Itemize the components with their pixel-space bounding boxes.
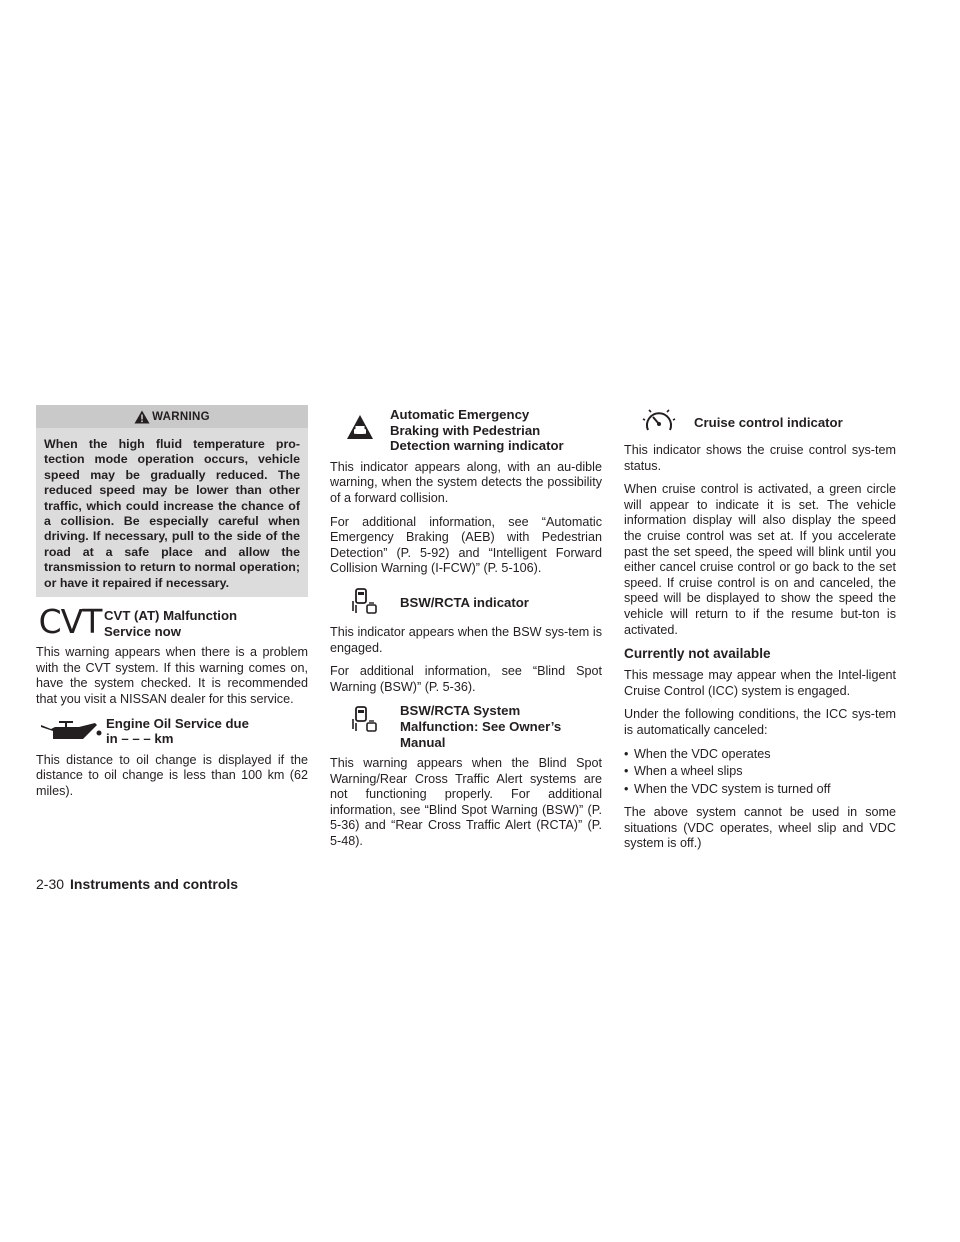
section-title: Instruments and controls (70, 876, 239, 892)
cruise-description-1: This indicator shows the cruise control sys-tem status. (624, 443, 896, 473)
cruise-indicator-heading (624, 407, 896, 437)
cruise-title: Cruise control indicator (694, 415, 843, 430)
oil-indicator-heading (36, 716, 308, 747)
aeb-warning-icon (330, 407, 390, 447)
bsw-description-1: This indicator appears when the BSW sys-tem is engaged. (330, 624, 602, 655)
warning-header (36, 405, 308, 428)
not-available-description-1: This message may appear when the Intel-ligent Cruise Control (ICC) system is engaged. (624, 668, 896, 698)
cvt-icon (36, 602, 104, 642)
column-middle (330, 405, 602, 858)
oil-can-icon (36, 716, 106, 746)
aeb-indicator-heading (330, 407, 602, 454)
column-left (36, 405, 308, 808)
bsw-indicator-heading (330, 585, 602, 619)
cruise-control-icon (624, 407, 694, 437)
warning-triangle-icon (134, 410, 150, 424)
oil-description: This distance to oil change is displayed if the distance to oil change is less than 100 km (62 miles). (36, 752, 308, 798)
cvt-icon-text: CVT (38, 602, 102, 642)
aeb-description-1: This indicator appears along, with an au-dible warning, when the system detects the possibility of a forward collision. (330, 459, 602, 505)
cvt-description: This warning appears when there is a problem with the CVT system. If this warning comes on, have the system checked. It is recommended that you visit a NISSAN dealer for this service. (36, 645, 308, 707)
cvt-indicator-heading (36, 602, 308, 642)
cancel-conditions-list (624, 747, 896, 798)
bsw-title: BSW/RCTA indicator (400, 594, 529, 610)
list-item: • When the VDC system is turned off (624, 781, 831, 796)
warning-label: WARNING (152, 410, 210, 423)
page-number: 2-30 (36, 876, 65, 892)
warning-box (36, 405, 308, 597)
not-available-description-3: The above system cannot be used in some situations (VDC operates, wheel slip and VDC system is off.) (624, 805, 896, 851)
column-right (624, 405, 896, 860)
bsw-malfunction-description: This warning appears when the Blind Spot Warning/Rear Cross Traffic Alert systems are not functioning properly. For additional information, see “Blind Spot Warning (BSW)” (P. 5-36) and “Rear Cross Traffic Alert (RCTA)” (P. 5-48). (330, 756, 602, 849)
warning-text: When the high fluid temperature pro-tection mode operation occurs, vehicle speed may be gradually reduced. The reduced speed may be lower than other traffic, which could increase the chance of a collision. Be especially careful when driving. If necessary, pull to the side of the road at a safe place and allow the transmission to return to normal operation; or have it repaired if necessary. (44, 437, 300, 590)
cruise-description-2: When cruise control is activated, a green circle will appear to indicate it is set. The vehicle information display will also display the speed the cruise control was set at. If you accelerate past the set speed, the speed will blink until you either cancel cruise control or go back to the set speed. If cruise control is on and canceled, the speed will be displayed to show the speed the vehicle will return to if the resume but-ton is activated. (624, 482, 896, 637)
bsw-malfunction-heading (330, 703, 602, 750)
page-footer (36, 876, 238, 892)
bsw-description-2: For additional information, see “Blind Spot Warning (BSW)” (P. 5-36). (330, 664, 602, 694)
aeb-title: Automatic Emergency Braking with Pedestrian Detection warning indicator (390, 407, 564, 454)
bsw-icon (330, 585, 400, 619)
aeb-description-2: For additional information, see “Automatic Emergency Braking (AEB) with Pedestrian Detection” (P. 5-92) and “Intelligent Forward Collision Warning (I-FCW)” (P. 5-106). (330, 514, 602, 576)
list-item: • When a wheel slips (624, 764, 743, 779)
cvt-title: CVT (AT) Malfunction Service now (104, 608, 238, 639)
not-available-description-2: Under the following conditions, the ICC sys-tem is automatically canceled: (624, 707, 896, 737)
bsw-malfunction-icon (330, 703, 400, 737)
oil-title: Engine Oil Service due in – – – km (106, 715, 249, 747)
list-item: • When the VDC operates (624, 746, 771, 761)
bsw-malfunction-title: BSW/RCTA System Malfunction: See Owner’s Manual (400, 703, 562, 750)
not-available-heading: Currently not available (624, 646, 771, 662)
